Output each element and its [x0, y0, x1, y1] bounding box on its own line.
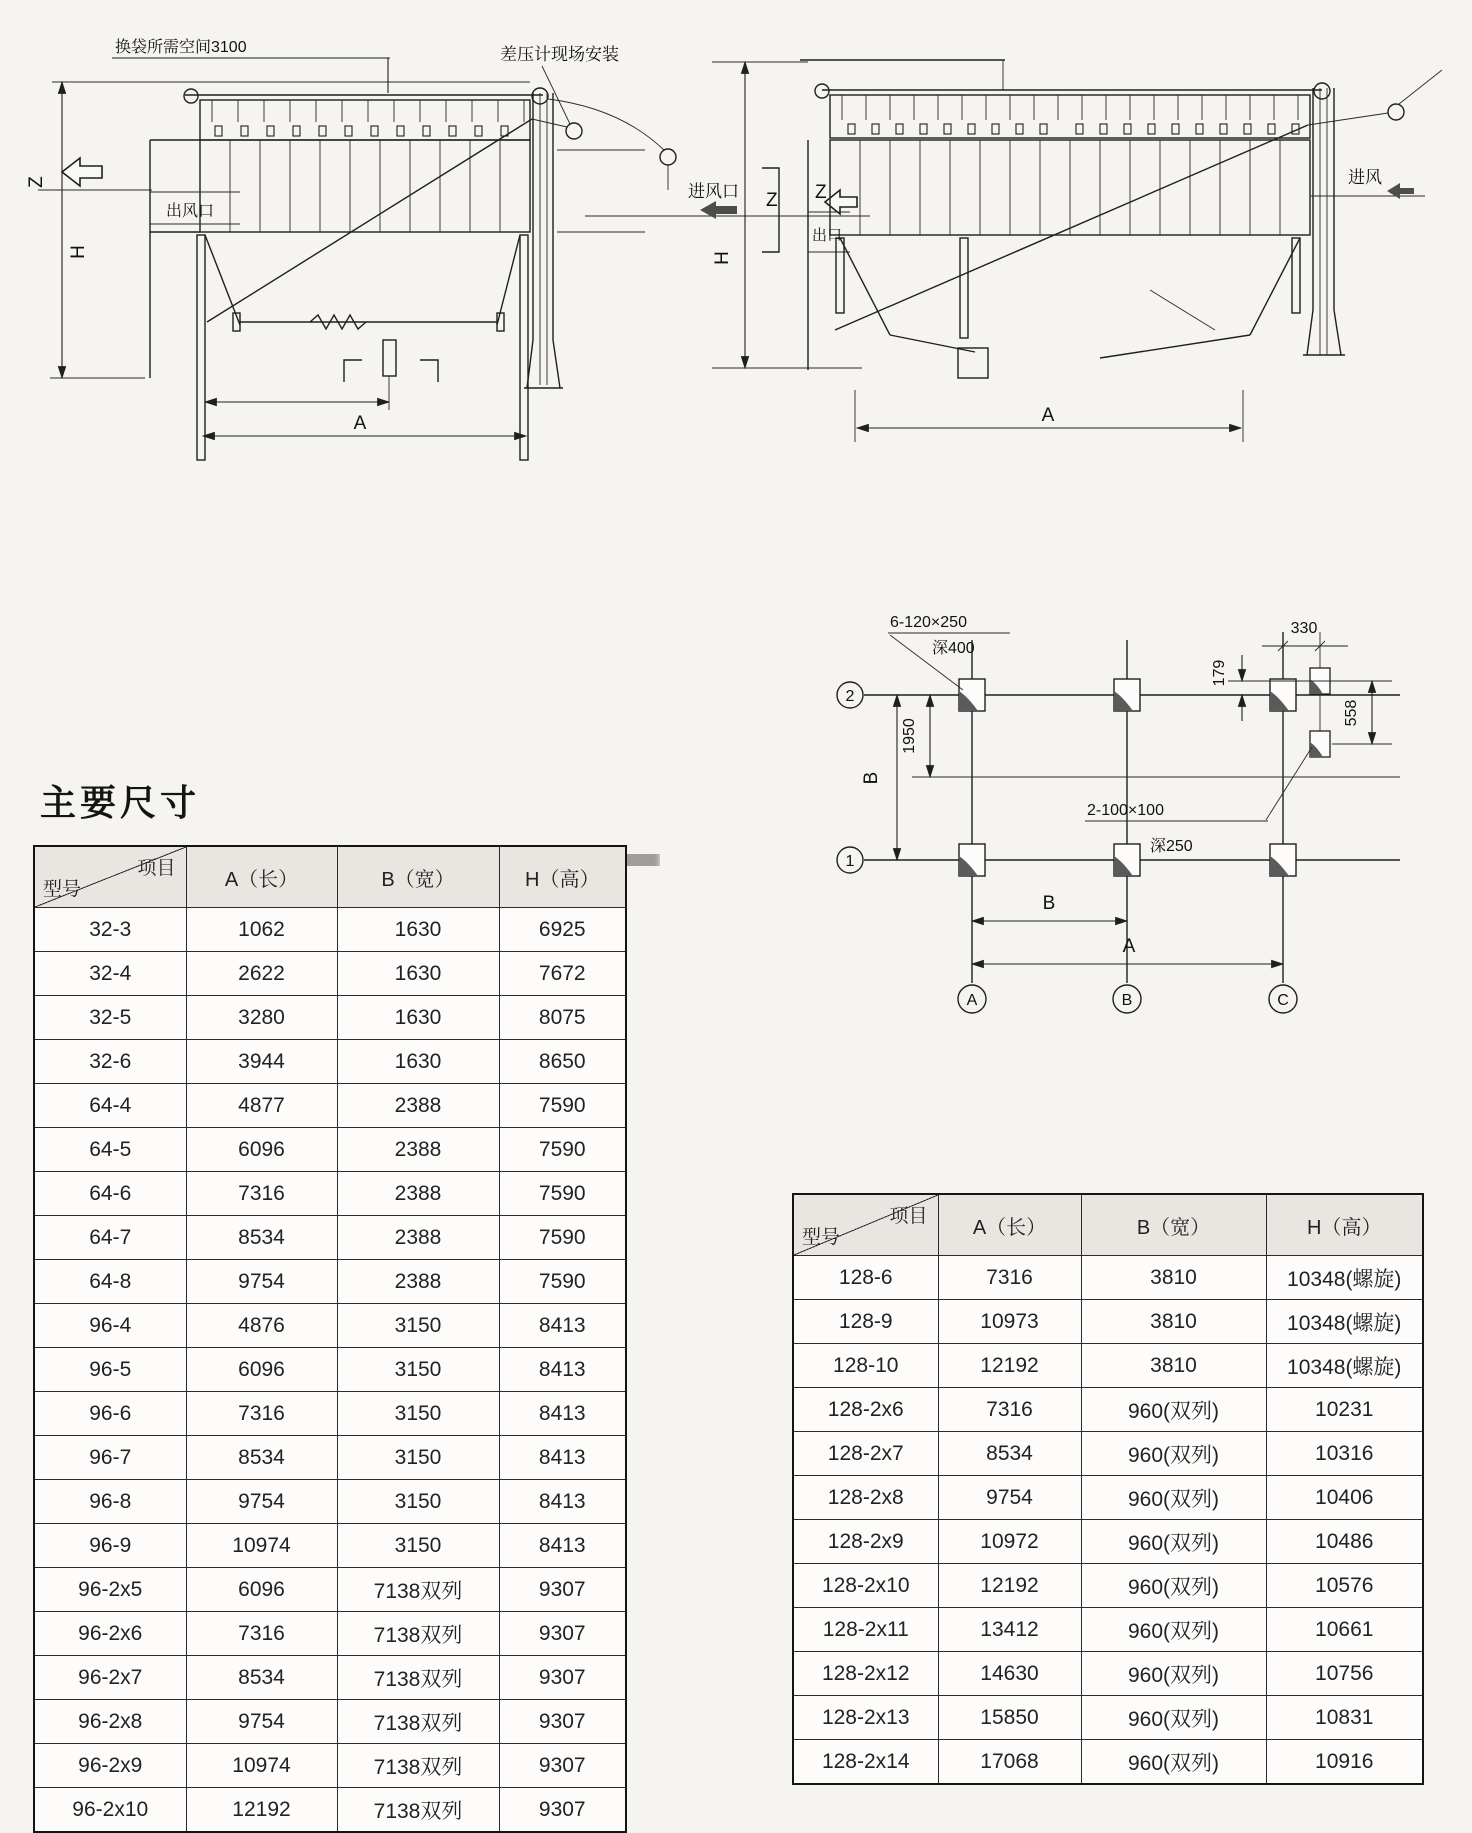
- bag-space-label: 换袋所需空间3100: [115, 39, 247, 56]
- model-cell: 128-2x11: [793, 1608, 938, 1652]
- model-cell: 128-2x10: [793, 1564, 938, 1608]
- value-cell: 8413: [499, 1304, 626, 1348]
- value-cell: 7590: [499, 1084, 626, 1128]
- value-cell: 10972: [938, 1520, 1081, 1564]
- value-cell: 10348(螺旋): [1266, 1300, 1423, 1344]
- foundation-linework: [837, 632, 1400, 1013]
- table-row: [793, 1344, 1423, 1388]
- value-cell: 9307: [499, 1612, 626, 1656]
- col-header-a: A（长）: [938, 1194, 1081, 1256]
- value-cell: 7590: [499, 1216, 626, 1260]
- value-cell: 10973: [938, 1300, 1081, 1344]
- value-cell: 15850: [938, 1696, 1081, 1740]
- value-cell: 3150: [337, 1348, 499, 1392]
- width-dim-label-left: A: [353, 413, 367, 434]
- value-cell: 9754: [938, 1476, 1081, 1520]
- value-cell: 3810: [1081, 1300, 1266, 1344]
- col-header-h: H（高）: [499, 846, 626, 908]
- value-cell: 8413: [499, 1480, 626, 1524]
- dp-gauge-label: 差压计现场安装: [500, 45, 619, 64]
- value-cell: 4877: [186, 1084, 337, 1128]
- table-row: [34, 1480, 626, 1524]
- table-row: [793, 1388, 1423, 1432]
- model-cell: 32-6: [34, 1040, 186, 1084]
- value-cell: 3150: [337, 1392, 499, 1436]
- outlet-label-right: 出口: [812, 227, 843, 244]
- value-cell: 3944: [186, 1040, 337, 1084]
- model-cell: 64-8: [34, 1260, 186, 1304]
- dim-1950: 1950: [901, 718, 918, 754]
- value-cell: 960(双列): [1081, 1564, 1266, 1608]
- table-row: [34, 1260, 626, 1304]
- corner-model-label: 型号: [802, 1227, 841, 1248]
- elevation-drawings: [0, 0, 1472, 500]
- table-row: [34, 1084, 626, 1128]
- model-cell: 96-2x10: [34, 1788, 186, 1833]
- value-cell: 8534: [186, 1216, 337, 1260]
- value-cell: 12192: [938, 1564, 1081, 1608]
- dim-b-horizontal: B: [1042, 893, 1056, 914]
- model-cell: 128-2x6: [793, 1388, 938, 1432]
- value-cell: 1630: [337, 952, 499, 996]
- model-cell: 128-9: [793, 1300, 938, 1344]
- inlet-arrow-icon: [1387, 183, 1414, 199]
- value-cell: 10576: [1266, 1564, 1423, 1608]
- value-cell: 6925: [499, 908, 626, 952]
- model-cell: 64-4: [34, 1084, 186, 1128]
- value-cell: 6096: [186, 1348, 337, 1392]
- axis-row-2-label: 2: [845, 688, 855, 705]
- model-cell: 32-5: [34, 996, 186, 1040]
- model-cell: 32-4: [34, 952, 186, 996]
- section-z-arrow-label: Z: [815, 182, 827, 203]
- table-row: [793, 1564, 1423, 1608]
- value-cell: 7138双列: [337, 1568, 499, 1612]
- value-cell: 9307: [499, 1568, 626, 1612]
- model-cell: 64-7: [34, 1216, 186, 1260]
- section-z-label-left: Z: [26, 176, 47, 188]
- axis-col-c-label: C: [1277, 992, 1289, 1009]
- table-row: [34, 1172, 626, 1216]
- value-cell: 7590: [499, 1128, 626, 1172]
- table-row: [34, 1436, 626, 1480]
- value-cell: 10486: [1266, 1520, 1423, 1564]
- value-cell: 10661: [1266, 1608, 1423, 1652]
- section-z-bracket-label: Z: [766, 190, 778, 211]
- value-cell: 8413: [499, 1524, 626, 1568]
- table-row: [34, 908, 626, 952]
- value-cell: 8650: [499, 1040, 626, 1084]
- value-cell: 2388: [337, 1216, 499, 1260]
- corner-model-label: 型号: [43, 879, 82, 900]
- model-cell: 96-2x7: [34, 1656, 186, 1700]
- table-row: [34, 1040, 626, 1084]
- value-cell: 10831: [1266, 1696, 1423, 1740]
- value-cell: 10348(螺旋): [1266, 1256, 1423, 1300]
- corner-header-cell: [793, 1194, 938, 1256]
- table-row: [793, 1476, 1423, 1520]
- axis-col-b-label: B: [1121, 992, 1133, 1009]
- value-cell: 14630: [938, 1652, 1081, 1696]
- bolt-depth-b-label: 深250: [1150, 838, 1193, 855]
- value-cell: 7590: [499, 1172, 626, 1216]
- col-header-h: H（高）: [1266, 1194, 1423, 1256]
- table-row: [34, 1788, 626, 1833]
- corner-header-cell: [34, 846, 186, 908]
- table-row: [34, 1348, 626, 1392]
- value-cell: 1630: [337, 908, 499, 952]
- model-cell: 128-2x8: [793, 1476, 938, 1520]
- table-row: [34, 1656, 626, 1700]
- table-row: [34, 1700, 626, 1744]
- height-dim-label-right: H: [712, 251, 733, 265]
- table-row: [34, 1524, 626, 1568]
- value-cell: 3150: [337, 1436, 499, 1480]
- value-cell: 1630: [337, 996, 499, 1040]
- value-cell: 9307: [499, 1744, 626, 1788]
- value-cell: 6096: [186, 1568, 337, 1612]
- table-row: [34, 1304, 626, 1348]
- corner-item-label: 项目: [137, 858, 176, 879]
- value-cell: 3810: [1081, 1256, 1266, 1300]
- page-title: 主要尺寸: [40, 782, 201, 823]
- value-cell: 960(双列): [1081, 1432, 1266, 1476]
- value-cell: 10231: [1266, 1388, 1423, 1432]
- value-cell: 8534: [186, 1436, 337, 1480]
- value-cell: 10316: [1266, 1432, 1423, 1476]
- value-cell: 7316: [186, 1392, 337, 1436]
- table-row: [793, 1256, 1423, 1300]
- table-row: [793, 1696, 1423, 1740]
- left-elevation-linework: [38, 58, 676, 460]
- foundation-plan: [820, 595, 1420, 1025]
- table-row: [34, 1216, 626, 1260]
- model-cell: 96-8: [34, 1480, 186, 1524]
- axis-col-a-label: A: [966, 992, 978, 1009]
- value-cell: 9307: [499, 1700, 626, 1744]
- value-cell: 7138双列: [337, 1656, 499, 1700]
- inlet-label-left: 进风口: [688, 182, 739, 201]
- table-row: [34, 1392, 626, 1436]
- value-cell: 8413: [499, 1436, 626, 1480]
- value-cell: 8413: [499, 1392, 626, 1436]
- model-cell: 128-2x7: [793, 1432, 938, 1476]
- table-row: [793, 1740, 1423, 1785]
- value-cell: 3150: [337, 1480, 499, 1524]
- value-cell: 960(双列): [1081, 1652, 1266, 1696]
- value-cell: 2388: [337, 1128, 499, 1172]
- model-cell: 96-2x5: [34, 1568, 186, 1612]
- table-row: [34, 1744, 626, 1788]
- value-cell: 10974: [186, 1524, 337, 1568]
- dim-179: 179: [1211, 659, 1228, 687]
- height-dim-label-left: H: [68, 245, 89, 259]
- value-cell: 7138双列: [337, 1788, 499, 1833]
- inlet-label-right: 进风: [1348, 168, 1382, 187]
- model-cell: 128-2x12: [793, 1652, 938, 1696]
- value-cell: 10974: [186, 1744, 337, 1788]
- value-cell: 7316: [938, 1256, 1081, 1300]
- table-row: [34, 1128, 626, 1172]
- value-cell: 7138双列: [337, 1612, 499, 1656]
- value-cell: 2622: [186, 952, 337, 996]
- axis-row-1-label: 1: [845, 853, 855, 870]
- dim-a-horizontal: A: [1122, 936, 1136, 957]
- value-cell: 960(双列): [1081, 1740, 1266, 1785]
- model-cell: 96-2x8: [34, 1700, 186, 1744]
- value-cell: 7138双列: [337, 1744, 499, 1788]
- value-cell: 9754: [186, 1700, 337, 1744]
- value-cell: 8534: [186, 1656, 337, 1700]
- value-cell: 960(双列): [1081, 1476, 1266, 1520]
- table-row: [34, 996, 626, 1040]
- model-cell: 32-3: [34, 908, 186, 952]
- model-cell: 128-2x14: [793, 1740, 938, 1785]
- value-cell: 3280: [186, 996, 337, 1040]
- main-dimensions-table: [33, 845, 625, 1833]
- section-arrow-icon: [62, 158, 102, 186]
- model-cell: 96-2x9: [34, 1744, 186, 1788]
- value-cell: 7590: [499, 1260, 626, 1304]
- value-cell: 7316: [186, 1172, 337, 1216]
- value-cell: 7672: [499, 952, 626, 996]
- value-cell: 10756: [1266, 1652, 1423, 1696]
- value-cell: 8534: [938, 1432, 1081, 1476]
- model-cell: 64-5: [34, 1128, 186, 1172]
- table-header-row: [34, 846, 626, 908]
- value-cell: 3150: [337, 1304, 499, 1348]
- corner-item-label: 项目: [889, 1206, 928, 1227]
- dim-b-vertical: B: [861, 771, 882, 785]
- bolt-spec-b-label: 2-100×100: [1087, 802, 1164, 819]
- value-cell: 13412: [938, 1608, 1081, 1652]
- model-cell: 128-2x13: [793, 1696, 938, 1740]
- value-cell: 10916: [1266, 1740, 1423, 1785]
- value-cell: 1630: [337, 1040, 499, 1084]
- value-cell: 2388: [337, 1172, 499, 1216]
- value-cell: 7316: [186, 1612, 337, 1656]
- outlet-label-left: 出风口: [166, 203, 215, 220]
- value-cell: 6096: [186, 1128, 337, 1172]
- value-cell: 8075: [499, 996, 626, 1040]
- value-cell: 12192: [938, 1344, 1081, 1388]
- model-cell: 96-6: [34, 1392, 186, 1436]
- model-cell: 96-2x6: [34, 1612, 186, 1656]
- value-cell: 9307: [499, 1788, 626, 1833]
- value-cell: 3810: [1081, 1344, 1266, 1388]
- model-cell: 96-9: [34, 1524, 186, 1568]
- width-dim-label-right: A: [1041, 405, 1055, 426]
- model-cell: 96-4: [34, 1304, 186, 1348]
- value-cell: 12192: [186, 1788, 337, 1833]
- value-cell: 4876: [186, 1304, 337, 1348]
- value-cell: 960(双列): [1081, 1388, 1266, 1432]
- value-cell: 960(双列): [1081, 1608, 1266, 1652]
- table-row: [793, 1432, 1423, 1476]
- value-cell: 9754: [186, 1260, 337, 1304]
- col-header-b: B（宽）: [1081, 1194, 1266, 1256]
- table-row: [34, 1568, 626, 1612]
- table-row: [793, 1300, 1423, 1344]
- value-cell: 1062: [186, 908, 337, 952]
- value-cell: 7316: [938, 1388, 1081, 1432]
- table-row: [793, 1520, 1423, 1564]
- large-models-dimensions-table: [792, 1193, 1422, 1785]
- table-row: [793, 1608, 1423, 1652]
- value-cell: 2388: [337, 1260, 499, 1304]
- value-cell: 10406: [1266, 1476, 1423, 1520]
- bolt-spec-a-label: 6-120×250: [890, 614, 967, 631]
- value-cell: 960(双列): [1081, 1520, 1266, 1564]
- table-row: [34, 1612, 626, 1656]
- right-elevation-linework: [712, 60, 1442, 442]
- value-cell: 10348(螺旋): [1266, 1344, 1423, 1388]
- value-cell: 7138双列: [337, 1700, 499, 1744]
- value-cell: 3150: [337, 1524, 499, 1568]
- bolt-depth-a-label: 深400: [932, 640, 975, 657]
- model-cell: 96-7: [34, 1436, 186, 1480]
- model-cell: 128-2x9: [793, 1520, 938, 1564]
- model-cell: 128-6: [793, 1256, 938, 1300]
- value-cell: 960(双列): [1081, 1696, 1266, 1740]
- table-row: [34, 952, 626, 996]
- model-cell: 128-10: [793, 1344, 938, 1388]
- value-cell: 9754: [186, 1480, 337, 1524]
- value-cell: 9307: [499, 1656, 626, 1700]
- model-cell: 96-5: [34, 1348, 186, 1392]
- col-header-b: B（宽）: [337, 846, 499, 908]
- value-cell: 8413: [499, 1348, 626, 1392]
- model-cell: 64-6: [34, 1172, 186, 1216]
- dim-330: 330: [1290, 620, 1318, 637]
- value-cell: 2388: [337, 1084, 499, 1128]
- col-header-a: A（长）: [186, 846, 337, 908]
- table-header-row: [793, 1194, 1423, 1256]
- table-row: [793, 1652, 1423, 1696]
- dim-558: 558: [1343, 699, 1360, 727]
- value-cell: 17068: [938, 1740, 1081, 1785]
